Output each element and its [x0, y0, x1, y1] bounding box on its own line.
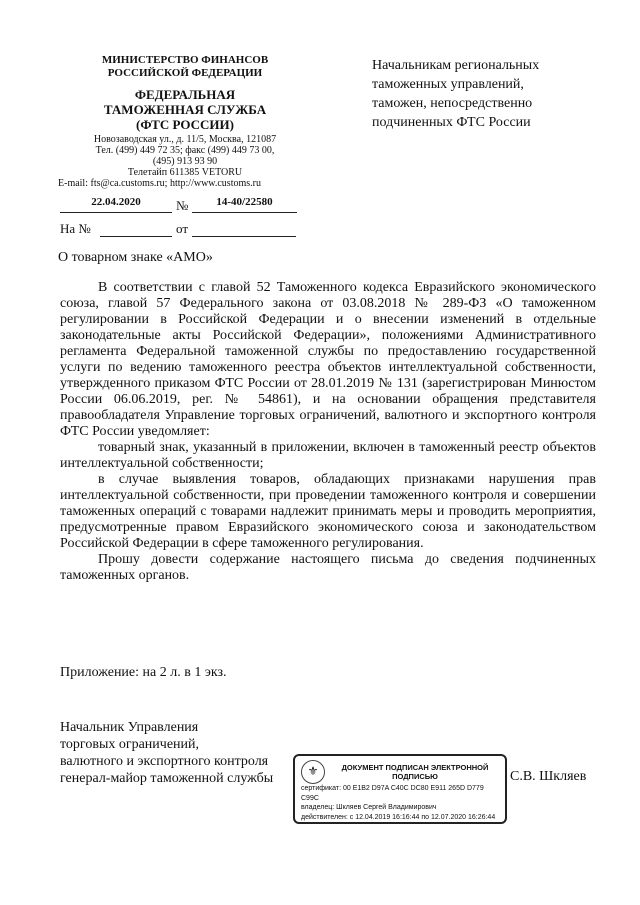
- contact-block: [55, 134, 315, 178]
- attachment-note: Приложение: на 2 л. в 1 экз.: [60, 665, 227, 680]
- email-line: E-mail: fts@ca.customs.ru; http://www.customs.ru: [58, 178, 261, 189]
- addressee-line-4: подчиненных ФТС России: [372, 115, 531, 130]
- number-value: 14-40/22580: [216, 196, 273, 208]
- letter-subject: О товарном знаке «АМО»: [58, 250, 213, 265]
- body-paragraph-4: Прошу довести содержание настоящего письма до сведения подчиненных таможенных органов.: [60, 552, 596, 583]
- ministry-name: [70, 54, 300, 80]
- electronic-signature-stamp: [293, 754, 507, 824]
- incoming-number-blank: [100, 222, 172, 237]
- body-paragraph-1: В соответствии с главой 52 Таможенного кодекса Евразийского экономического союза, главой 57 Федерального закона от 03.08.2018 № 289-ФЗ «О таможенном регулировании в Российской Федерации и о внесении изменений в отдельные законодательные акты Российской Федерации», положениями Административного регламента Федеральной таможенной службы по предоставлению государственной услуги по ведению таможенного реестра объектов интеллектуальной собственности, утвержденного приказом ФТС России от 28.01.2019 № 131 (зарегистрирован Минюстом России 06.06.2019, рег. № 54861), и на основании обращения представителя правообладателя Управление торговых ограничений, валютного и экспортного контроля ФТС России уведомляет:: [60, 280, 596, 439]
- outgoing-date: [60, 196, 172, 213]
- incoming-number-label: На №: [60, 221, 91, 236]
- emblem-icon: ⚜: [301, 760, 325, 784]
- service-name: [70, 87, 300, 132]
- signatory-title: [60, 719, 300, 787]
- letter-body: [60, 280, 596, 584]
- stamp-title-line-2: ПОДПИСЬЮ: [392, 772, 438, 781]
- telex-line: Телетайп 611385 VETORU: [127, 167, 243, 178]
- phone-line: Тел. (499) 449 72 35; факс (499) 449 73 00,: [95, 145, 275, 156]
- phone-line-2: (495) 913 93 90: [152, 156, 218, 167]
- addressee-block: [372, 56, 612, 132]
- ministry-line-2: РОССИЙСКОЙ ФЕДЕРАЦИИ: [107, 67, 263, 79]
- addressee-line-3: таможен, непосредственно: [372, 96, 533, 111]
- signatory-line-1: Начальник Управления: [60, 720, 199, 735]
- signatory-line-2: торговых ограничений,: [60, 737, 200, 752]
- stamp-validity: действителен: с 12.04.2019 16:16:44 по 12.07.2020 16:26:44: [301, 813, 496, 821]
- addressee-line-1: Начальникам региональных: [372, 58, 540, 73]
- address-line: Новозаводская ул., д. 11/5, Москва, 121087: [93, 134, 277, 145]
- body-paragraph-2: товарный знак, указанный в приложении, включен в таможенный реестр объектов интеллектуальной собственности;: [60, 440, 596, 471]
- service-line-2: ТАМОЖЕННАЯ СЛУЖБА: [103, 102, 267, 117]
- service-line-1: ФЕДЕРАЛЬНАЯ: [134, 87, 236, 102]
- stamp-owner: владелец: Шкляев Сергей Владимирович: [301, 804, 437, 811]
- date-value: 22.04.2020: [91, 196, 141, 208]
- signatory-line-3: валютного и экспортного контроля: [60, 754, 269, 769]
- service-line-3: (ФТС РОССИИ): [136, 117, 234, 132]
- signatory-line-4: генерал-майор таможенной службы: [60, 771, 274, 786]
- incoming-date-blank: [192, 222, 296, 237]
- incoming-from-label: от: [176, 221, 189, 236]
- stamp-certificate: сертификат: 00 E1B2 D97A C40C DC80 E911 265D D779: [301, 785, 484, 792]
- number-sign: №: [176, 198, 189, 213]
- addressee-line-2: таможенных управлений,: [372, 77, 524, 92]
- signatory-name: С.В. Шкляев: [510, 769, 587, 784]
- outgoing-number: [192, 196, 297, 213]
- ministry-line-1: МИНИСТЕРСТВО ФИНАНСОВ: [101, 54, 269, 66]
- stamp-certificate-cont: C99C: [301, 794, 319, 802]
- stamp-title-line-1: ДОКУМЕНТ ПОДПИСАН ЭЛЕКТРОННОЙ: [341, 763, 489, 772]
- body-paragraph-3: в случае выявления товаров, обладающих признаками нарушения прав интеллектуальной собственности, при проведении таможенного контроля и совершении таможенных операций с товарами надлежит принимать меры и проводить мероприятия, предусмотренные правом Евразийского экономического союза и законодательством Российской Федерации в сфере таможенного регулирования.: [60, 472, 596, 551]
